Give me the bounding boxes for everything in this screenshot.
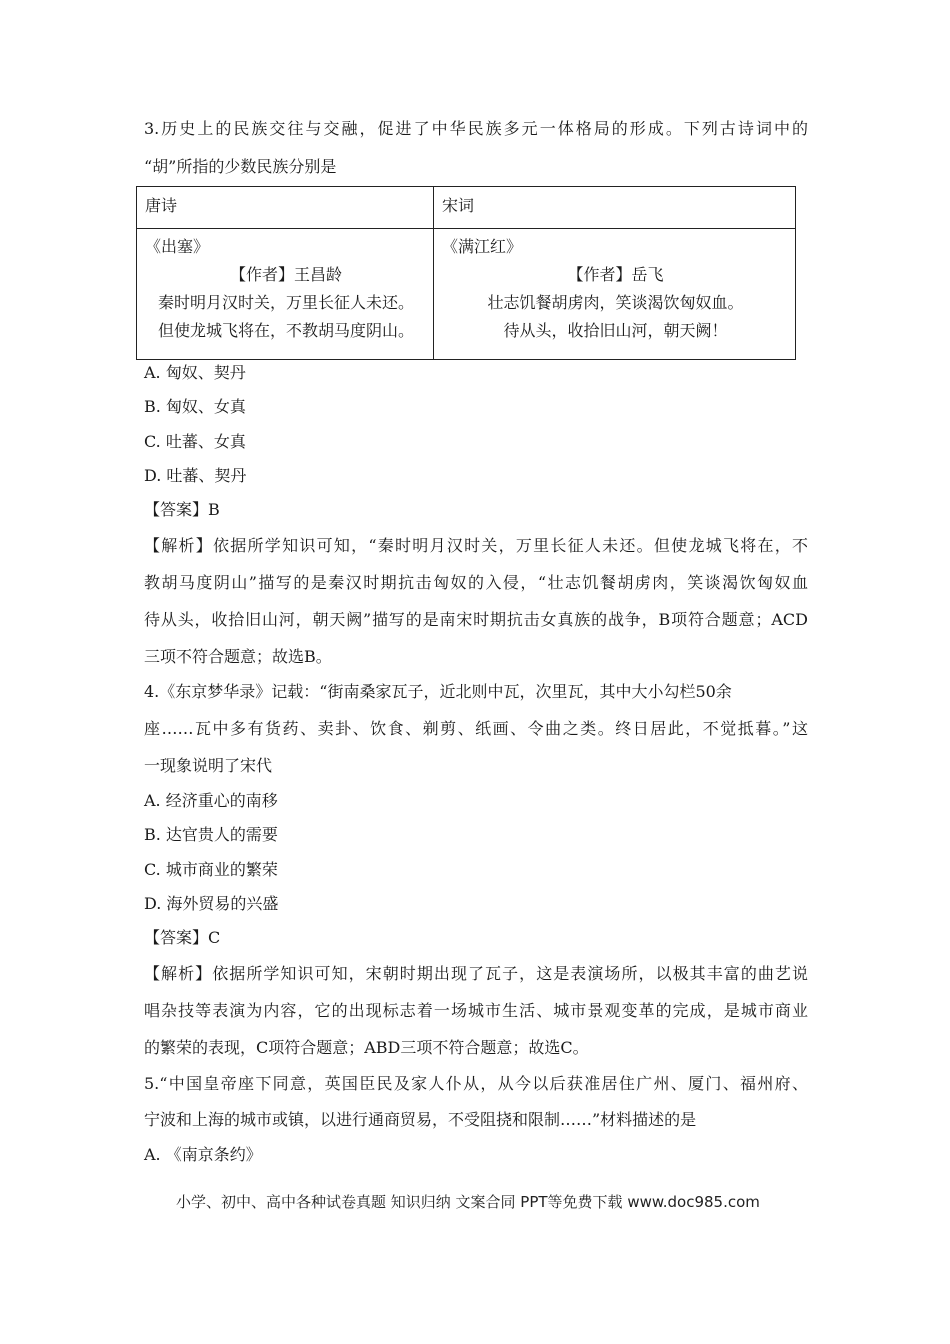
q4-answer: 【答案】C	[144, 928, 221, 947]
poem-line: 秦时明月汉时关，万里长征人未还。	[157, 293, 414, 312]
table-header-tang: 唐诗	[137, 187, 434, 229]
q3-stem-line1: 3.历史上的民族交往与交融，促进了中华民族多元一体格局的形成。下列古诗词中的	[144, 119, 808, 138]
poem-line: 但使龙城飞将在，不教胡马度阴山。	[157, 321, 414, 340]
q3-answer: 【答案】B	[144, 500, 220, 519]
q5-option-a: A. 《南京条约》	[144, 1145, 262, 1164]
q3-stem-line2: “胡”所指的少数民族分别是	[144, 157, 337, 176]
q4-analysis-line: 【解析】依据所学知识可知，宋朝时期出现了瓦子，这是表演场所，以极其丰富的曲艺说	[144, 964, 808, 983]
q4-option-a: A. 经济重心的南移	[144, 791, 278, 810]
q5-stem-line: 5.“中国皇帝座下同意，英国臣民及家人仆从，从今以后获准居住广州、厦门、福州府、	[144, 1074, 808, 1093]
poem-author: 【作者】王昌龄	[229, 265, 342, 284]
poem-title: 《满江红》	[442, 237, 523, 256]
q3-analysis-line: 教胡马度阴山”描写的是秦汉时期抗击匈奴的入侵，“壮志饥餐胡虏肉，笑谈渴饮匈奴血	[144, 573, 808, 592]
q4-stem-line: 座……瓦中多有货药、卖卦、饮食、剃剪、纸画、令曲之类。终日居此，不觉抵暮。”这	[144, 719, 808, 738]
poem-cell-manjianghong	[434, 229, 796, 360]
q3-option-b: B. 匈奴、女真	[144, 397, 246, 416]
q3-analysis-line: 【解析】依据所学知识可知，“秦时明月汉时关，万里长征人未还。但使龙城飞将在，不	[144, 536, 808, 555]
q4-stem-line: 4.《东京梦华录》记载：“街南桑家瓦子，近北则中瓦，次里瓦，其中大小勾栏50余	[144, 682, 732, 701]
q3-analysis-line: 三项不符合题意；故选B。	[144, 647, 332, 666]
q4-analysis-line: 唱杂技等表演为内容，它的出现标志着一场城市生活、城市景观变革的完成，是城市商业	[144, 1001, 808, 1020]
q4-option-c: C. 城市商业的繁荣	[144, 860, 278, 879]
poem-table	[136, 186, 796, 360]
poem-cell-chusai	[137, 229, 434, 360]
q3-option-c: C. 吐蕃、女真	[144, 432, 246, 451]
q4-option-b: B. 达官贵人的需要	[144, 825, 278, 844]
footer-text: 小学、初中、高中各种试卷真题 知识归纳 文案合同 PPT等免费下载 www.doc985.com	[176, 1193, 760, 1211]
q4-stem-line: 一现象说明了宋代	[144, 756, 273, 775]
q5-stem-line: 宁波和上海的城市或镇，以进行通商贸易，不受阻挠和限制……”材料描述的是	[144, 1110, 697, 1129]
q3-analysis-line: 待从头，收拾旧山河，朝天阙”描写的是南宋时期抗击女真族的战争，B项符合题意；ACD	[144, 610, 808, 629]
q4-option-d: D. 海外贸易的兴盛	[144, 894, 279, 913]
poem-line: 壮志饥餐胡虏肉，笑谈渴饮匈奴血。	[487, 293, 744, 312]
table-header-song: 宋词	[434, 187, 796, 229]
q4-analysis-line: 的繁荣的表现，C项符合题意；ABD三项不符合题意；故选C。	[144, 1038, 589, 1057]
q3-option-a: A. 匈奴、契丹	[144, 363, 246, 382]
poem-line: 待从头，收拾旧山河，朝天阙！	[503, 321, 728, 340]
q3-option-d: D. 吐蕃、契丹	[144, 466, 247, 485]
poem-author: 【作者】岳飞	[567, 265, 664, 284]
poem-title: 《出塞》	[145, 237, 210, 256]
